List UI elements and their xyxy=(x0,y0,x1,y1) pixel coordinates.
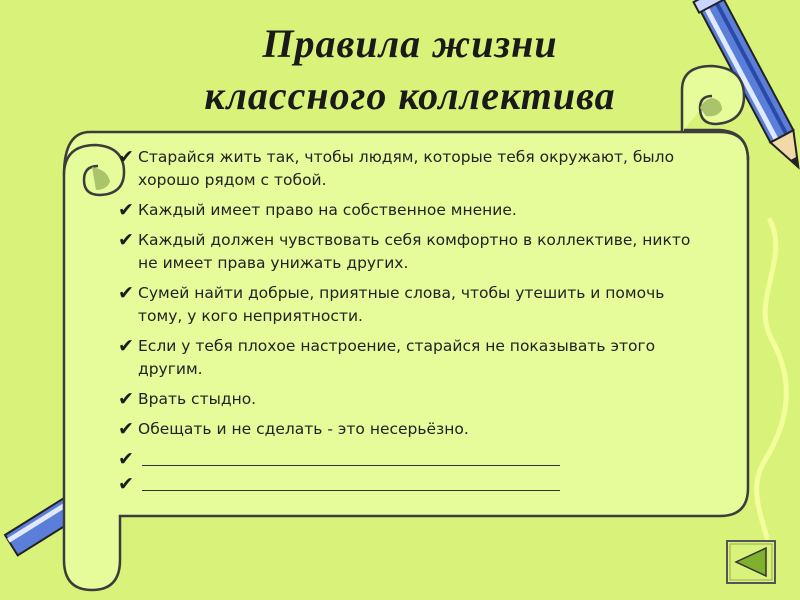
rule-text: Обещать и не сделать - это несерьёзно. xyxy=(138,420,469,438)
triangle-left-icon xyxy=(726,540,776,584)
rule-text: Если у тебя плохое настроение, старайся не показывать этого другим. xyxy=(138,337,656,378)
rule-item xyxy=(118,388,708,411)
wavy-line xyxy=(757,220,787,580)
rules-list xyxy=(118,146,708,498)
rule-text: Старайся жить так, чтобы людям, которые тебя окружают, было хорошо рядом с тобой. xyxy=(138,148,675,189)
rule-item xyxy=(118,282,708,328)
blank-line xyxy=(142,448,560,466)
title-line-2: классного коллектива xyxy=(204,73,616,118)
check-icon: ✔ xyxy=(118,418,134,440)
rule-text: Сумей найти добрые, приятные слова, чтобы утешить и помочь тому, у кого неприятности. xyxy=(138,284,665,325)
rule-text: Каждый имеет право на собственное мнение. xyxy=(138,201,517,219)
check-icon: ✔ xyxy=(118,282,134,304)
check-icon: ✔ xyxy=(118,199,134,221)
rule-item xyxy=(118,335,708,381)
check-icon: ✔ xyxy=(118,146,134,168)
blank-line xyxy=(142,473,560,491)
rule-text: Врать стыдно. xyxy=(138,390,257,408)
check-icon: ✔ xyxy=(118,388,134,410)
rule-blank-item xyxy=(118,473,708,495)
rule-item xyxy=(118,418,708,441)
check-icon: ✔ xyxy=(118,473,134,495)
page-title xyxy=(130,18,690,122)
check-icon: ✔ xyxy=(118,448,134,470)
check-icon: ✔ xyxy=(118,229,134,251)
rule-blank-item xyxy=(118,448,708,470)
rule-item xyxy=(118,146,708,192)
rule-item xyxy=(118,229,708,275)
check-icon: ✔ xyxy=(118,335,134,357)
rule-text: Каждый должен чувствовать себя комфортно в коллективе, никто не имеет права унижать других. xyxy=(138,231,691,272)
title-line-1: Правила жизни xyxy=(262,21,558,66)
rule-item xyxy=(118,199,708,222)
back-button[interactable] xyxy=(726,540,776,584)
